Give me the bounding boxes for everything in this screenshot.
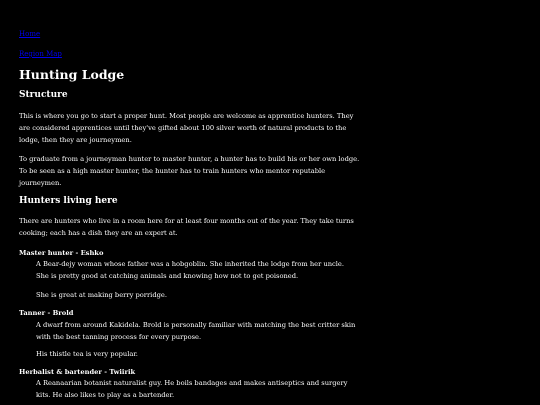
hunter-name-brold: Tanner - Brold — [19, 309, 74, 317]
hunter-desc-brold-line-2: with the best tanning process for every purpose. — [36, 333, 202, 341]
hunters-paragraph-line-1: There are hunters who live in a room here for at least four months out of the year. They take turns — [19, 217, 354, 225]
hunter-dish-brold: His thistle tea is very popular. — [36, 350, 138, 358]
hunter-desc-twiirik-line-2: kits. He also likes to play as a bartender. — [36, 391, 175, 399]
section-heading-structure: Structure — [19, 90, 68, 100]
page-title: Hunting Lodge — [19, 67, 125, 82]
hunter-dish-eshko: She is great at making berry porridge. — [36, 291, 167, 299]
structure-paragraph-2-line-1: To graduate from a journeyman hunter to master hunter, a hunter has to build his or her own lodge. — [19, 155, 360, 163]
home-link[interactable]: Home — [19, 30, 41, 38]
structure-paragraph-2-line-2: To be seen as a high master hunter, the hunter has to train hunters who mentor reputable — [19, 167, 326, 175]
hunter-desc-brold-line-1: A dwarf from around Kakidela. Brold is personally familiar with matching the best critter skin — [36, 321, 356, 329]
hunter-desc-twiirik-line-1: A Reanaarian botanist naturalist guy. He boils bandages and makes antiseptics and surgery — [36, 379, 348, 387]
hunter-desc-eshko-line-1: A Bear-dejy woman whose father was a hobgoblin. She inherited the lodge from her uncle. — [36, 260, 345, 268]
structure-paragraph-1-line-3: lodge, then they are journeymen. — [19, 136, 132, 144]
region-map-link[interactable]: Region Map — [19, 50, 62, 58]
structure-paragraph-1-line-1: This is where you go to start a proper hunt. Most people are welcome as apprentice hunters. They — [19, 112, 354, 120]
section-heading-hunters: Hunters living here — [19, 196, 118, 206]
hunter-name-eshko: Master hunter - Eshko — [19, 249, 104, 257]
hunter-name-twiirik: Herbalist & bartender - Twiirik — [19, 368, 136, 376]
hunter-desc-eshko-line-2: She is pretty good at catching animals and knowing how not to get poisoned. — [36, 272, 299, 280]
hunters-paragraph-line-2: cooking; each has a dish they are an expert at. — [19, 229, 178, 237]
structure-paragraph-1-line-2: are considered apprentices until they've gifted about 100 silver worth of natural products to the — [19, 124, 347, 132]
structure-paragraph-2-line-3: journeymen. — [19, 179, 62, 187]
